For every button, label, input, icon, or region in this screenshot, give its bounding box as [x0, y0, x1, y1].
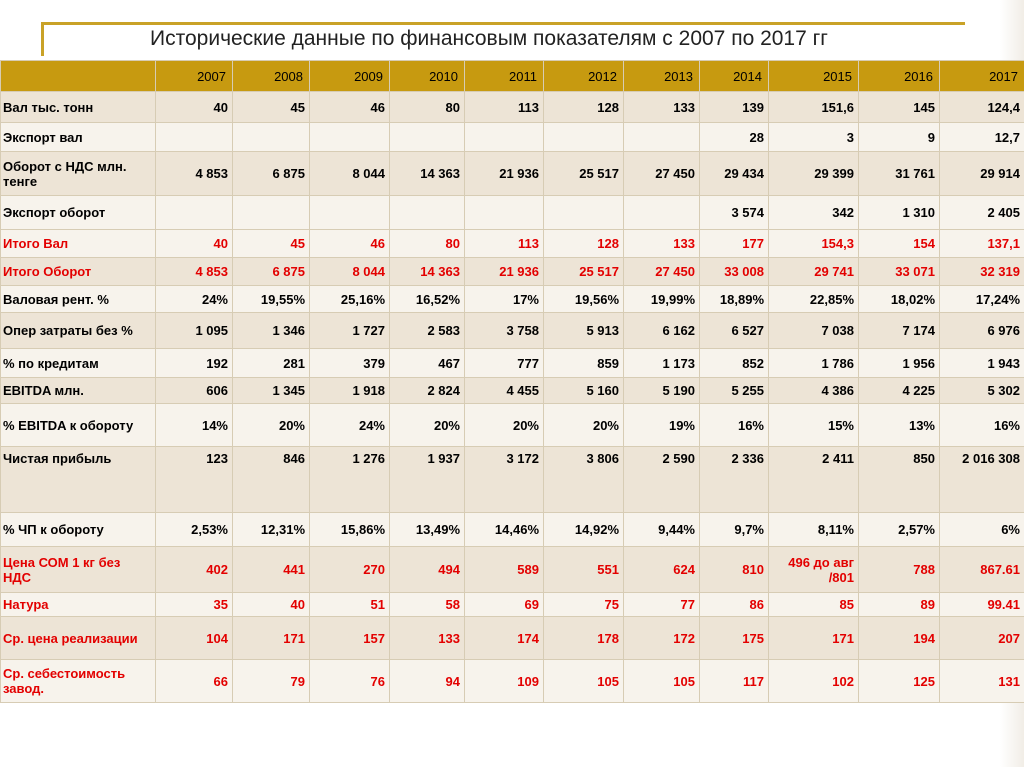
table-row: [1, 92, 1024, 123]
table-cell: [310, 196, 390, 230]
table-row: [1, 617, 1024, 660]
table-cell: 402: [156, 547, 233, 593]
table-cell: 77: [624, 593, 700, 617]
table-cell: 15%: [769, 404, 859, 447]
table-cell: 4 386: [769, 378, 859, 404]
table-row: [1, 258, 1024, 286]
table-cell: 8 044: [310, 152, 390, 196]
table-row: [1, 313, 1024, 349]
table-cell: 27 450: [624, 258, 700, 286]
table-cell: [624, 196, 700, 230]
table-cell: 2 590: [624, 447, 700, 513]
table-cell: 4 225: [859, 378, 940, 404]
table-cell: 6 976: [940, 313, 1024, 349]
table-cell: 76: [310, 660, 390, 703]
table-cell: 2,53%: [156, 513, 233, 547]
table-cell: 14%: [156, 404, 233, 447]
table-cell: 4 455: [465, 378, 544, 404]
table-row: [1, 152, 1024, 196]
table-cell: 46: [310, 92, 390, 123]
row-label: Итого Оборот: [1, 258, 156, 286]
table-cell: 29 434: [700, 152, 769, 196]
table-cell: 117: [700, 660, 769, 703]
table-cell: 104: [156, 617, 233, 660]
table-cell: 551: [544, 547, 624, 593]
table-cell: 105: [624, 660, 700, 703]
table-cell: 32 319: [940, 258, 1024, 286]
table-cell: 125: [859, 660, 940, 703]
table-cell: 154: [859, 230, 940, 258]
table-cell: 624: [624, 547, 700, 593]
table-cell: 22,85%: [769, 286, 859, 313]
table-cell: 8,11%: [769, 513, 859, 547]
table-cell: 124,4: [940, 92, 1024, 123]
page-title: Исторические данные по финансовым показателям с 2007 по 2017 гг: [150, 27, 828, 50]
table-cell: 157: [310, 617, 390, 660]
table-cell: 29 399: [769, 152, 859, 196]
table-cell: 178: [544, 617, 624, 660]
table-cell: 131: [940, 660, 1024, 703]
table-cell: 207: [940, 617, 1024, 660]
table-cell: 13%: [859, 404, 940, 447]
table-cell: 777: [465, 349, 544, 378]
frame-top-line: [41, 22, 965, 25]
table-cell: 113: [465, 230, 544, 258]
table-cell: 145: [859, 92, 940, 123]
table-cell: 16%: [700, 404, 769, 447]
table-cell: 441: [233, 547, 310, 593]
table-cell: 606: [156, 378, 233, 404]
row-label: Ср. себестоимость завод.: [1, 660, 156, 703]
table-cell: 1 937: [390, 447, 465, 513]
table-cell: 15,86%: [310, 513, 390, 547]
year-header: 2014: [700, 61, 769, 92]
table-cell: 16%: [940, 404, 1024, 447]
row-label: % ЧП к обороту: [1, 513, 156, 547]
table-cell: 25 517: [544, 152, 624, 196]
table-cell: 85: [769, 593, 859, 617]
table-cell: 69: [465, 593, 544, 617]
table-cell: 171: [233, 617, 310, 660]
row-label: Цена СОМ 1 кг без НДС: [1, 547, 156, 593]
table-row: [1, 593, 1024, 617]
table-cell: 3: [769, 123, 859, 152]
table-row: [1, 123, 1024, 152]
table-cell: 1 346: [233, 313, 310, 349]
table-cell: 5 160: [544, 378, 624, 404]
table-row: [1, 447, 1024, 513]
row-label: % по кредитам: [1, 349, 156, 378]
table-row: [1, 404, 1024, 447]
table-cell: 28: [700, 123, 769, 152]
table-cell: 494: [390, 547, 465, 593]
table-row: [1, 378, 1024, 404]
table-cell: 7 038: [769, 313, 859, 349]
table-cell: 102: [769, 660, 859, 703]
table-cell: 1 943: [940, 349, 1024, 378]
table-cell: 5 190: [624, 378, 700, 404]
table-cell: 9,44%: [624, 513, 700, 547]
table-cell: [156, 123, 233, 152]
table-cell: 99.41: [940, 593, 1024, 617]
table-cell: 846: [233, 447, 310, 513]
table-cell: 31 761: [859, 152, 940, 196]
row-label: Ср. цена реализации: [1, 617, 156, 660]
table-cell: 496 до авг /801: [769, 547, 859, 593]
table-cell: 867.61: [940, 547, 1024, 593]
table-cell: 29 914: [940, 152, 1024, 196]
table-cell: 12,31%: [233, 513, 310, 547]
table-cell: 281: [233, 349, 310, 378]
table-cell: 151,6: [769, 92, 859, 123]
table-cell: 4 853: [156, 258, 233, 286]
table-cell: 2 824: [390, 378, 465, 404]
table-cell: 75: [544, 593, 624, 617]
frame-left-line: [41, 22, 44, 56]
table-cell: 137,1: [940, 230, 1024, 258]
table-cell: 133: [624, 92, 700, 123]
table-row: [1, 547, 1024, 593]
table-cell: 852: [700, 349, 769, 378]
table-cell: 13,49%: [390, 513, 465, 547]
table-cell: [465, 123, 544, 152]
table-cell: 3 574: [700, 196, 769, 230]
table-cell: 128: [544, 230, 624, 258]
year-header: 2013: [624, 61, 700, 92]
table-cell: [156, 196, 233, 230]
table-cell: 58: [390, 593, 465, 617]
table-cell: 80: [390, 230, 465, 258]
table-cell: 177: [700, 230, 769, 258]
row-label: EBITDA млн.: [1, 378, 156, 404]
table-cell: 14,92%: [544, 513, 624, 547]
table-cell: 113: [465, 92, 544, 123]
table-cell: 19,55%: [233, 286, 310, 313]
table-cell: 192: [156, 349, 233, 378]
table-cell: 172: [624, 617, 700, 660]
table-cell: 6 527: [700, 313, 769, 349]
year-header: 2017: [940, 61, 1024, 92]
table-cell: 5 255: [700, 378, 769, 404]
table-cell: 3 806: [544, 447, 624, 513]
table-cell: 25,16%: [310, 286, 390, 313]
header-corner: [1, 61, 156, 92]
year-header: 2009: [310, 61, 390, 92]
table-cell: 79: [233, 660, 310, 703]
row-label: Вал тыс. тонн: [1, 92, 156, 123]
table-body: [1, 92, 1024, 703]
table-cell: 2 016 308: [940, 447, 1024, 513]
table-cell: 17%: [465, 286, 544, 313]
table-cell: [390, 123, 465, 152]
table-cell: 4 853: [156, 152, 233, 196]
table-cell: [310, 123, 390, 152]
header-row: [1, 61, 1024, 92]
table-cell: 86: [700, 593, 769, 617]
table-cell: 1 310: [859, 196, 940, 230]
table-cell: 45: [233, 92, 310, 123]
table-cell: 45: [233, 230, 310, 258]
table-cell: 27 450: [624, 152, 700, 196]
table-cell: 6 875: [233, 152, 310, 196]
row-label: Оборот с НДС млн. тенге: [1, 152, 156, 196]
year-header: 2015: [769, 61, 859, 92]
table-cell: 40: [156, 230, 233, 258]
table-cell: 194: [859, 617, 940, 660]
table-cell: [465, 196, 544, 230]
table-row: [1, 349, 1024, 378]
table-cell: 20%: [390, 404, 465, 447]
year-header: 2012: [544, 61, 624, 92]
table-cell: 51: [310, 593, 390, 617]
table-cell: 2 336: [700, 447, 769, 513]
table-cell: [544, 123, 624, 152]
table-cell: 3 758: [465, 313, 544, 349]
table-cell: 66: [156, 660, 233, 703]
table-row: [1, 660, 1024, 703]
table-row: [1, 196, 1024, 230]
table-cell: 3 172: [465, 447, 544, 513]
table-cell: 6%: [940, 513, 1024, 547]
table-cell: 94: [390, 660, 465, 703]
table-cell: [390, 196, 465, 230]
table-cell: 1 786: [769, 349, 859, 378]
table-cell: 24%: [156, 286, 233, 313]
table-cell: 35: [156, 593, 233, 617]
table-cell: 14 363: [390, 258, 465, 286]
table-cell: 128: [544, 92, 624, 123]
table-cell: 175: [700, 617, 769, 660]
table-cell: 7 174: [859, 313, 940, 349]
table-cell: 6 875: [233, 258, 310, 286]
table-cell: 25 517: [544, 258, 624, 286]
table-cell: 105: [544, 660, 624, 703]
table-cell: 21 936: [465, 258, 544, 286]
table-cell: 171: [769, 617, 859, 660]
table-cell: 1 173: [624, 349, 700, 378]
table-cell: 2 583: [390, 313, 465, 349]
table-cell: 139: [700, 92, 769, 123]
table-cell: 342: [769, 196, 859, 230]
table-cell: 20%: [465, 404, 544, 447]
table-cell: 589: [465, 547, 544, 593]
table-cell: [233, 123, 310, 152]
table-cell: 20%: [233, 404, 310, 447]
table-cell: 80: [390, 92, 465, 123]
row-label: Чистая прибыль: [1, 447, 156, 513]
table-cell: 20%: [544, 404, 624, 447]
year-header: 2008: [233, 61, 310, 92]
table-cell: 19,56%: [544, 286, 624, 313]
table-cell: 2 411: [769, 447, 859, 513]
table-row: [1, 230, 1024, 258]
year-header: 2007: [156, 61, 233, 92]
row-label: Экспорт оборот: [1, 196, 156, 230]
table-cell: 18,02%: [859, 286, 940, 313]
table-cell: 89: [859, 593, 940, 617]
table-cell: 33 071: [859, 258, 940, 286]
row-label: Валовая рент. %: [1, 286, 156, 313]
row-label: Итого Вал: [1, 230, 156, 258]
table-cell: 109: [465, 660, 544, 703]
table-cell: 9: [859, 123, 940, 152]
table-row: [1, 513, 1024, 547]
table-cell: 40: [156, 92, 233, 123]
table-cell: 123: [156, 447, 233, 513]
table-cell: 850: [859, 447, 940, 513]
table-cell: 467: [390, 349, 465, 378]
row-label: Опер затраты без %: [1, 313, 156, 349]
table-cell: 154,3: [769, 230, 859, 258]
table-cell: 14,46%: [465, 513, 544, 547]
table-cell: 24%: [310, 404, 390, 447]
table-cell: 788: [859, 547, 940, 593]
year-header: 2011: [465, 61, 544, 92]
year-header: 2010: [390, 61, 465, 92]
table-cell: 9,7%: [700, 513, 769, 547]
table-cell: 2 405: [940, 196, 1024, 230]
table-cell: [233, 196, 310, 230]
table-cell: 1 095: [156, 313, 233, 349]
row-label: Экспорт вал: [1, 123, 156, 152]
table-cell: 1 956: [859, 349, 940, 378]
table-cell: 133: [390, 617, 465, 660]
table-cell: 33 008: [700, 258, 769, 286]
table-cell: [624, 123, 700, 152]
row-label: Натура: [1, 593, 156, 617]
table-cell: 5 913: [544, 313, 624, 349]
table-cell: 174: [465, 617, 544, 660]
table-cell: 12,7: [940, 123, 1024, 152]
year-header: 2016: [859, 61, 940, 92]
table-cell: 14 363: [390, 152, 465, 196]
table-cell: 810: [700, 547, 769, 593]
table-cell: 1 727: [310, 313, 390, 349]
table-cell: 16,52%: [390, 286, 465, 313]
table-cell: 133: [624, 230, 700, 258]
financial-table: [0, 60, 1024, 703]
table-cell: 1 918: [310, 378, 390, 404]
table-cell: 5 302: [940, 378, 1024, 404]
row-label: % EBITDA к обороту: [1, 404, 156, 447]
table-cell: 18,89%: [700, 286, 769, 313]
table-cell: 29 741: [769, 258, 859, 286]
table-cell: [544, 196, 624, 230]
table-cell: 1 345: [233, 378, 310, 404]
table-cell: 6 162: [624, 313, 700, 349]
table-cell: 40: [233, 593, 310, 617]
table-row: [1, 286, 1024, 313]
table-cell: 8 044: [310, 258, 390, 286]
table-cell: 19%: [624, 404, 700, 447]
table-cell: 859: [544, 349, 624, 378]
table-cell: 2,57%: [859, 513, 940, 547]
table-cell: 46: [310, 230, 390, 258]
table-cell: 379: [310, 349, 390, 378]
table-cell: 1 276: [310, 447, 390, 513]
table-cell: 21 936: [465, 152, 544, 196]
table-cell: 270: [310, 547, 390, 593]
table-cell: 19,99%: [624, 286, 700, 313]
table-cell: 17,24%: [940, 286, 1024, 313]
